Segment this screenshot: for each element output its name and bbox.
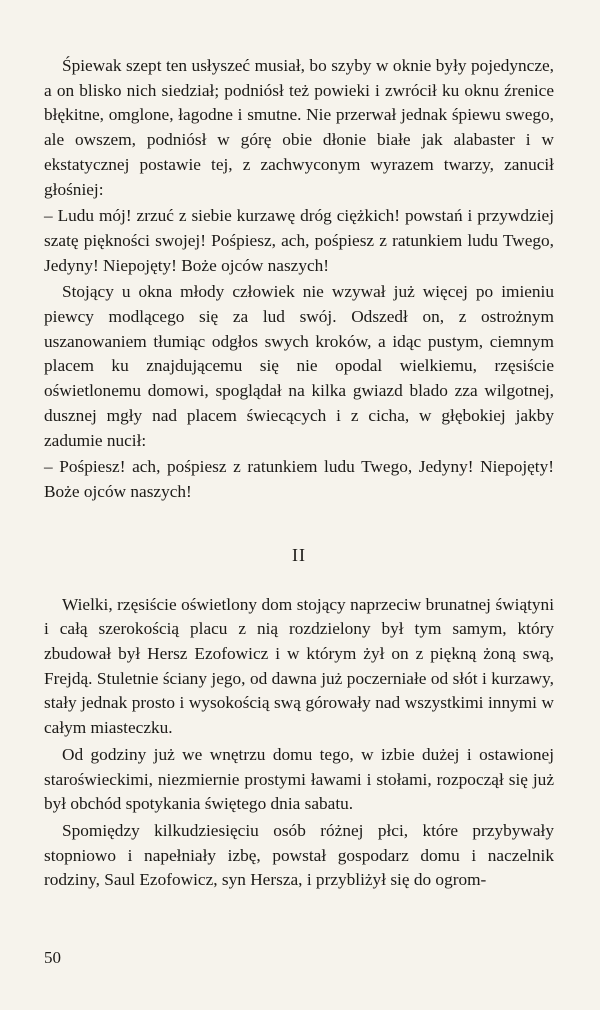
- paragraph-song-2: – Pośpiesz! ach, pośpiesz z ratunkiem ludu Twego, Jedyny! Niepojęty! Boże ojców naszych!: [44, 457, 554, 501]
- paragraph-house: Wielki, rzęsiście oświetlony dom stojący naprzeciw brunatnej świątyni i całą szerokością placu z nią rozdzielony był tym samym, który zbudował był Hersz Ezofowicz i w którym żył on z piękną żoną swą, Frejdą. Stuletnie ściany jego, od dawna już poczerniałe od słót i kurzawy, stały jednak prosto i wysokością swą górowały nad wszystkimi innymi w całym miasteczku.: [44, 594, 554, 738]
- paragraph-song-1: – Ludu mój! zrzuć z siebie kurzawę dróg ciężkich! powstań i przywdziej szatę piękności swojej! Pośpiesz, ach, pośpiesz z ratunkiem ludu Twego, Jedyny! Niepojęty! Boże ojców naszych!: [44, 206, 554, 275]
- paragraph-singer: Śpiewak szept ten usłyszeć musiał, bo szyby w oknie były pojedyncze, a on blisko nich siedział; podniósł też powieki i zwrócił ku oknu źrenice błękitne, omglone, łagodne i smutne. Nie przerwał jednak śpiewu swego, ale owszem, podniósł w górę obie dłonie białe jak alabaster i w ekstatycznej postawie tej, z zachwyconym wyrazem twarzy, zanucił głośniej:: [44, 56, 554, 199]
- paragraph-young-man: Stojący u okna młody człowiek nie wzywał już więcej po imieniu piewcy modlącego się za lud swój. Odszedł on, z ostrożnym uszanowaniem tłumiąc odgłos swych kroków, a idąc pustym, ciemnym placem ku znajdującemu się nie opodal wielkiemu, rzęsiście oświetlonemu domowi, spoglądał na kilka gwiazd blado zza wilgotnej, dusznej mgły nad placem świecących i z cicha, w głębokiej jakby zadumie nucił:: [44, 282, 554, 450]
- page-body: [44, 54, 554, 893]
- page-number: 50: [44, 948, 61, 967]
- paragraph-sabbath: Od godziny już we wnętrzu domu tego, w izbie dużej i ostawionej staroświeckimi, niezmiernie prostymi ławami i stołami, rozpoczął się już był obchód spotykania świętego dnia sabatu.: [44, 744, 554, 814]
- paragraph-saul: Spomiędzy kilkudziesięciu osób różnej płci, które przybywały stopniowo i napełniały izbę, powstał gospodarz domu i naczelnik rodziny, Saul Ezofowicz, syn Hersza, i przybliżył się do ogrom-: [44, 820, 554, 890]
- chapter-heading: II: [292, 544, 306, 565]
